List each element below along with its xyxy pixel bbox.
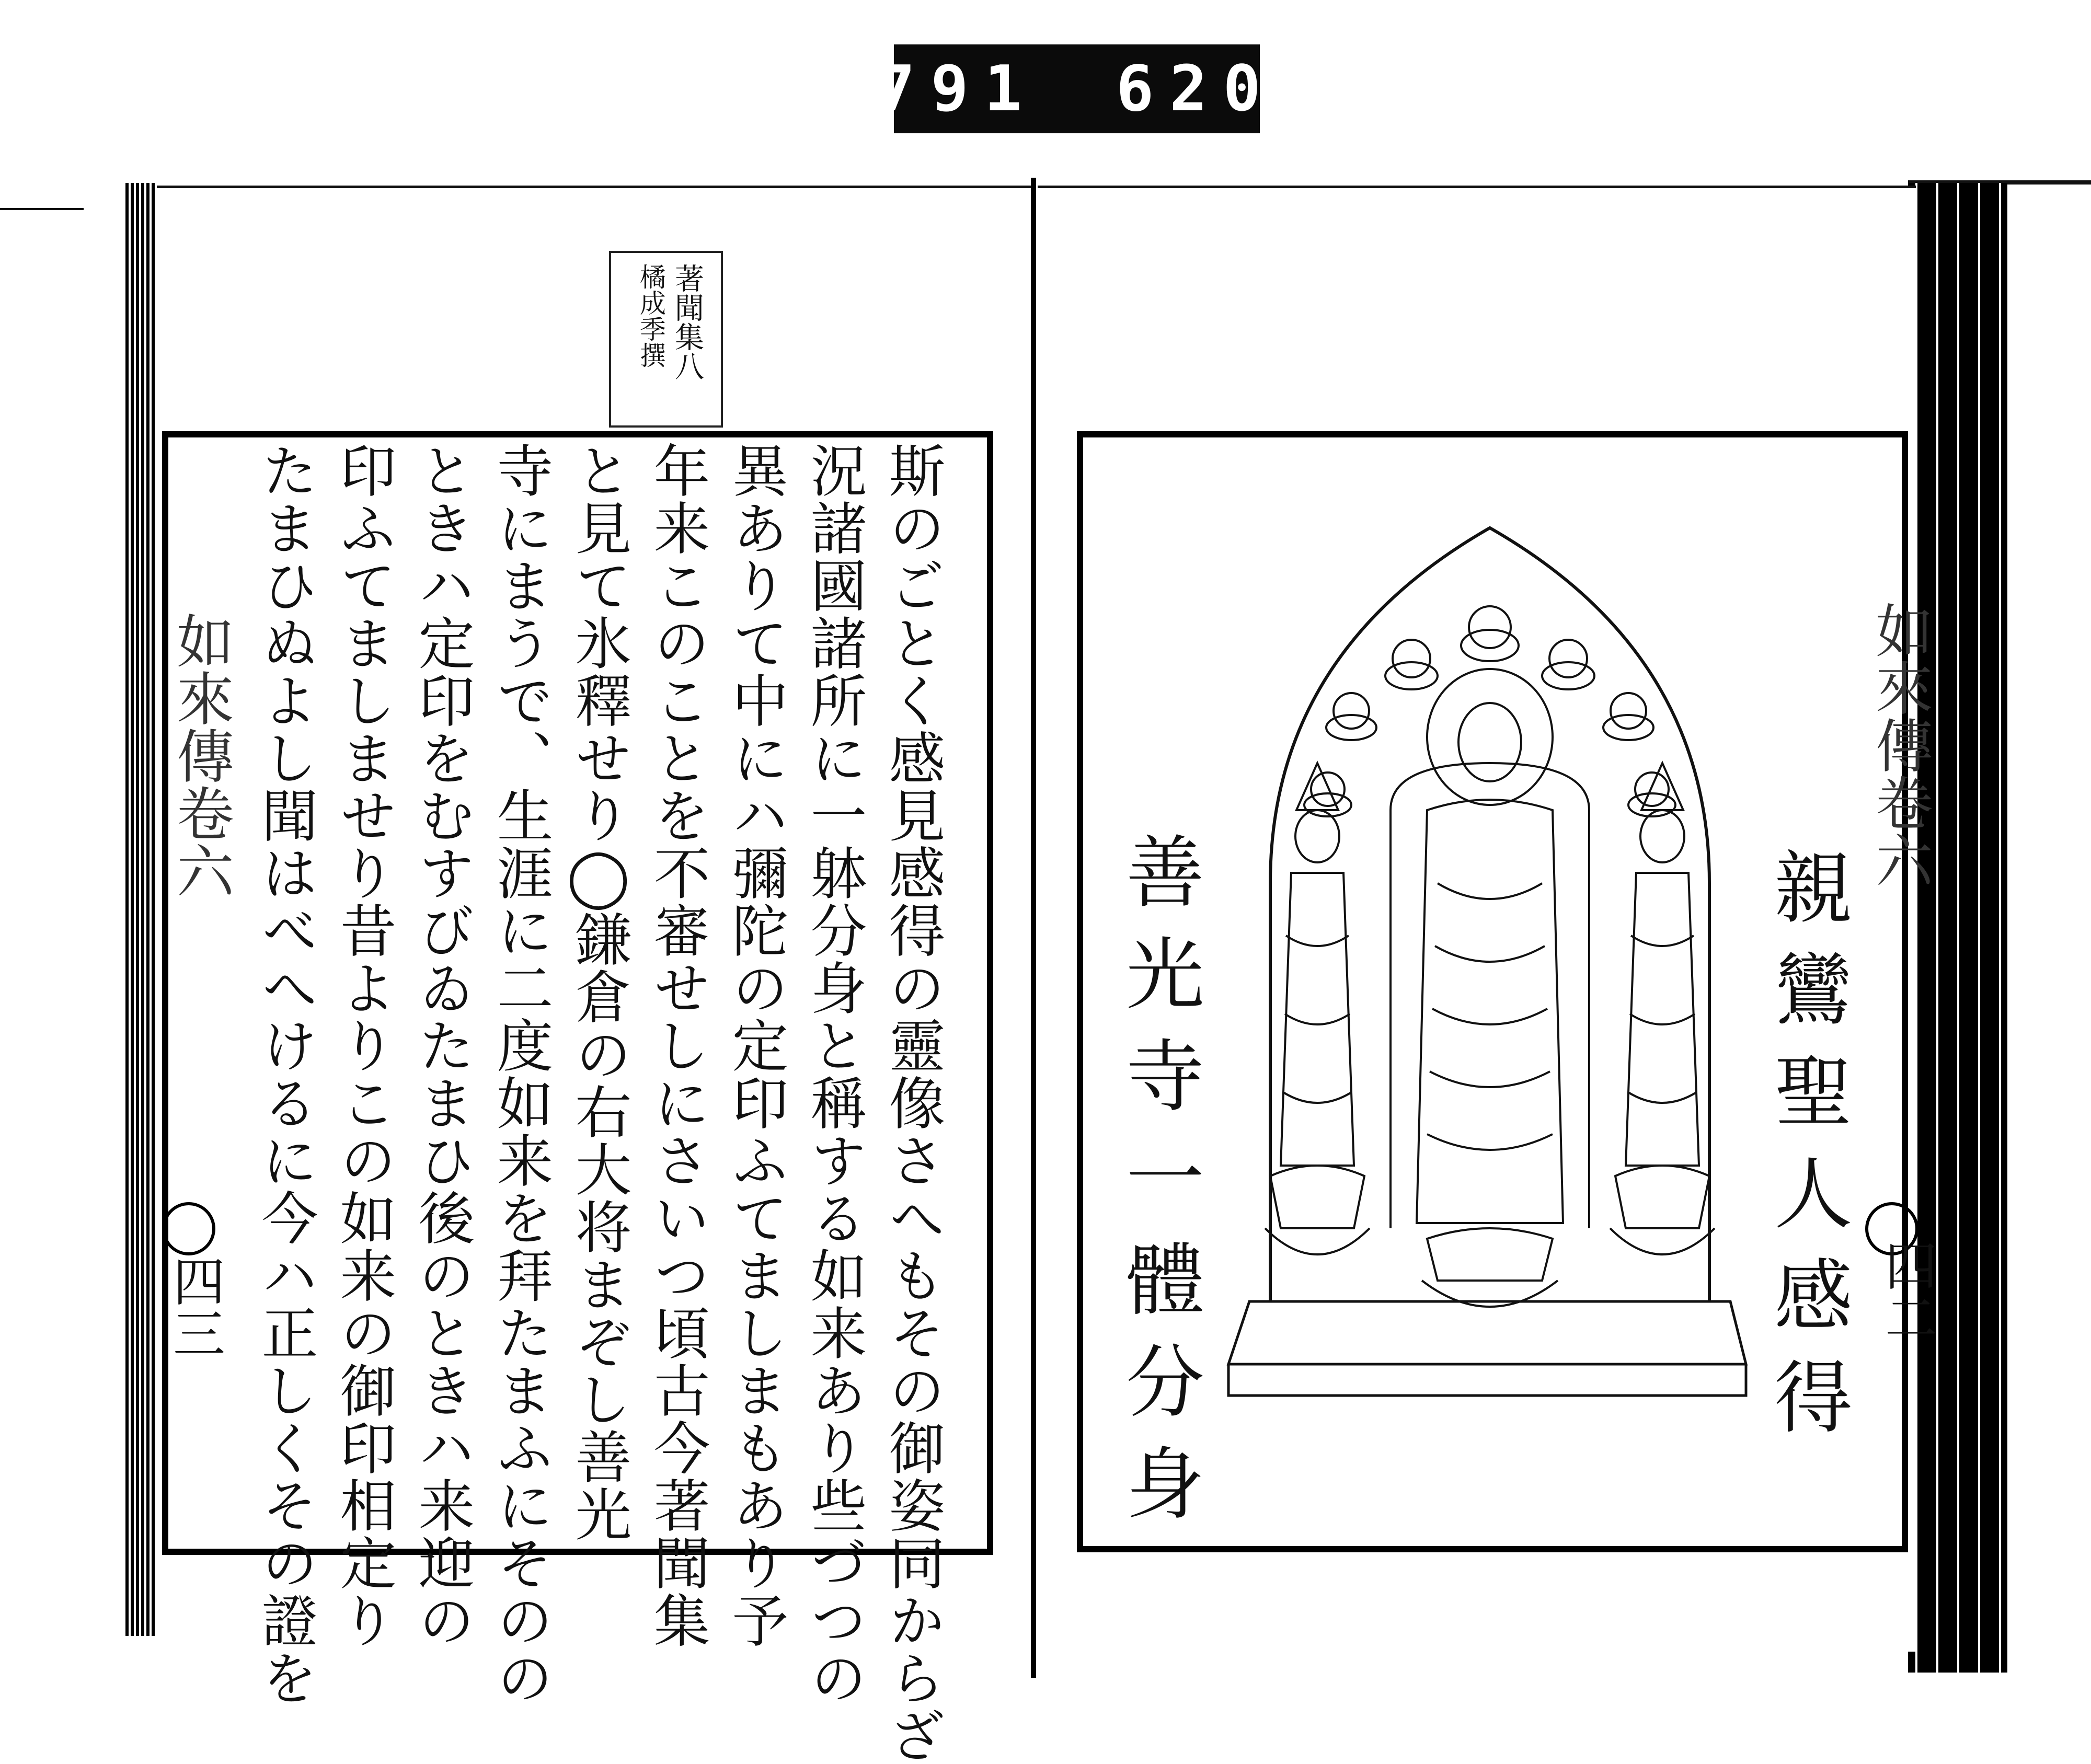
source-title-slip xyxy=(609,251,723,428)
text-column-5: と見て氷釋せり◯鎌倉の右大将まぞし善光 xyxy=(566,442,631,1543)
text-column-6: 寺にまうで、生涯に二度如来を拜たまふにそのの xyxy=(487,442,553,1707)
book-spine xyxy=(1031,178,1036,1678)
text-column-7: ときハ定印をむすびゐたまひ後のときハ来迎の xyxy=(409,442,474,1649)
text-column-8: 印ふてましませり昔よりこの如来の御印相定り xyxy=(330,442,396,1649)
text-column-2: 況諸國諸所に一躰分身と稱する如来あり些づつの xyxy=(801,442,866,1707)
book-edge-right xyxy=(1908,183,2007,1673)
slip-author: 橘成季撰 xyxy=(636,263,666,368)
left-folio: 四三 xyxy=(164,1254,225,1359)
illustration-caption-left: 善光寺一體分身 xyxy=(1112,831,1203,1544)
text-column-1: 斯のごとく感見感得の靈像さへもその御姿同からざ xyxy=(879,442,945,1764)
text-column-4: 年来このことを不審せしにさいつ頃古今著聞集 xyxy=(644,442,709,1649)
book-edge-left xyxy=(125,183,157,1636)
text-column-3: 異ありて中にハ彌陀の定印ふてましまもあり予 xyxy=(722,442,788,1649)
right-folio: 四二 xyxy=(1876,1239,1937,1343)
central-buddha-figure xyxy=(1391,669,1589,1307)
circle-mark xyxy=(162,1202,215,1255)
right-attendant-figure xyxy=(1610,763,1715,1254)
catalogue-number-left: 791 xyxy=(877,52,1038,125)
buddha-triad-illustration xyxy=(1218,517,1762,1458)
left-attendant-figure xyxy=(1265,763,1370,1254)
slip-title: 著聞集八 xyxy=(670,263,704,381)
catalogue-number-right: 620 xyxy=(1116,52,1277,125)
left-running-title: 如來傳卷六 xyxy=(167,612,234,899)
catalogue-number-plate xyxy=(877,44,1277,133)
right-running-title: 如來傳卷六 xyxy=(1866,601,1933,889)
top-rule-left xyxy=(0,208,84,210)
text-column-9: たまひぬよし聞はべへけるに今ハ正しくその證を xyxy=(252,442,317,1707)
small-buddha-figures xyxy=(1304,606,1675,816)
illustration-caption-right: 親鸞聖人感得 xyxy=(1761,847,1852,1458)
